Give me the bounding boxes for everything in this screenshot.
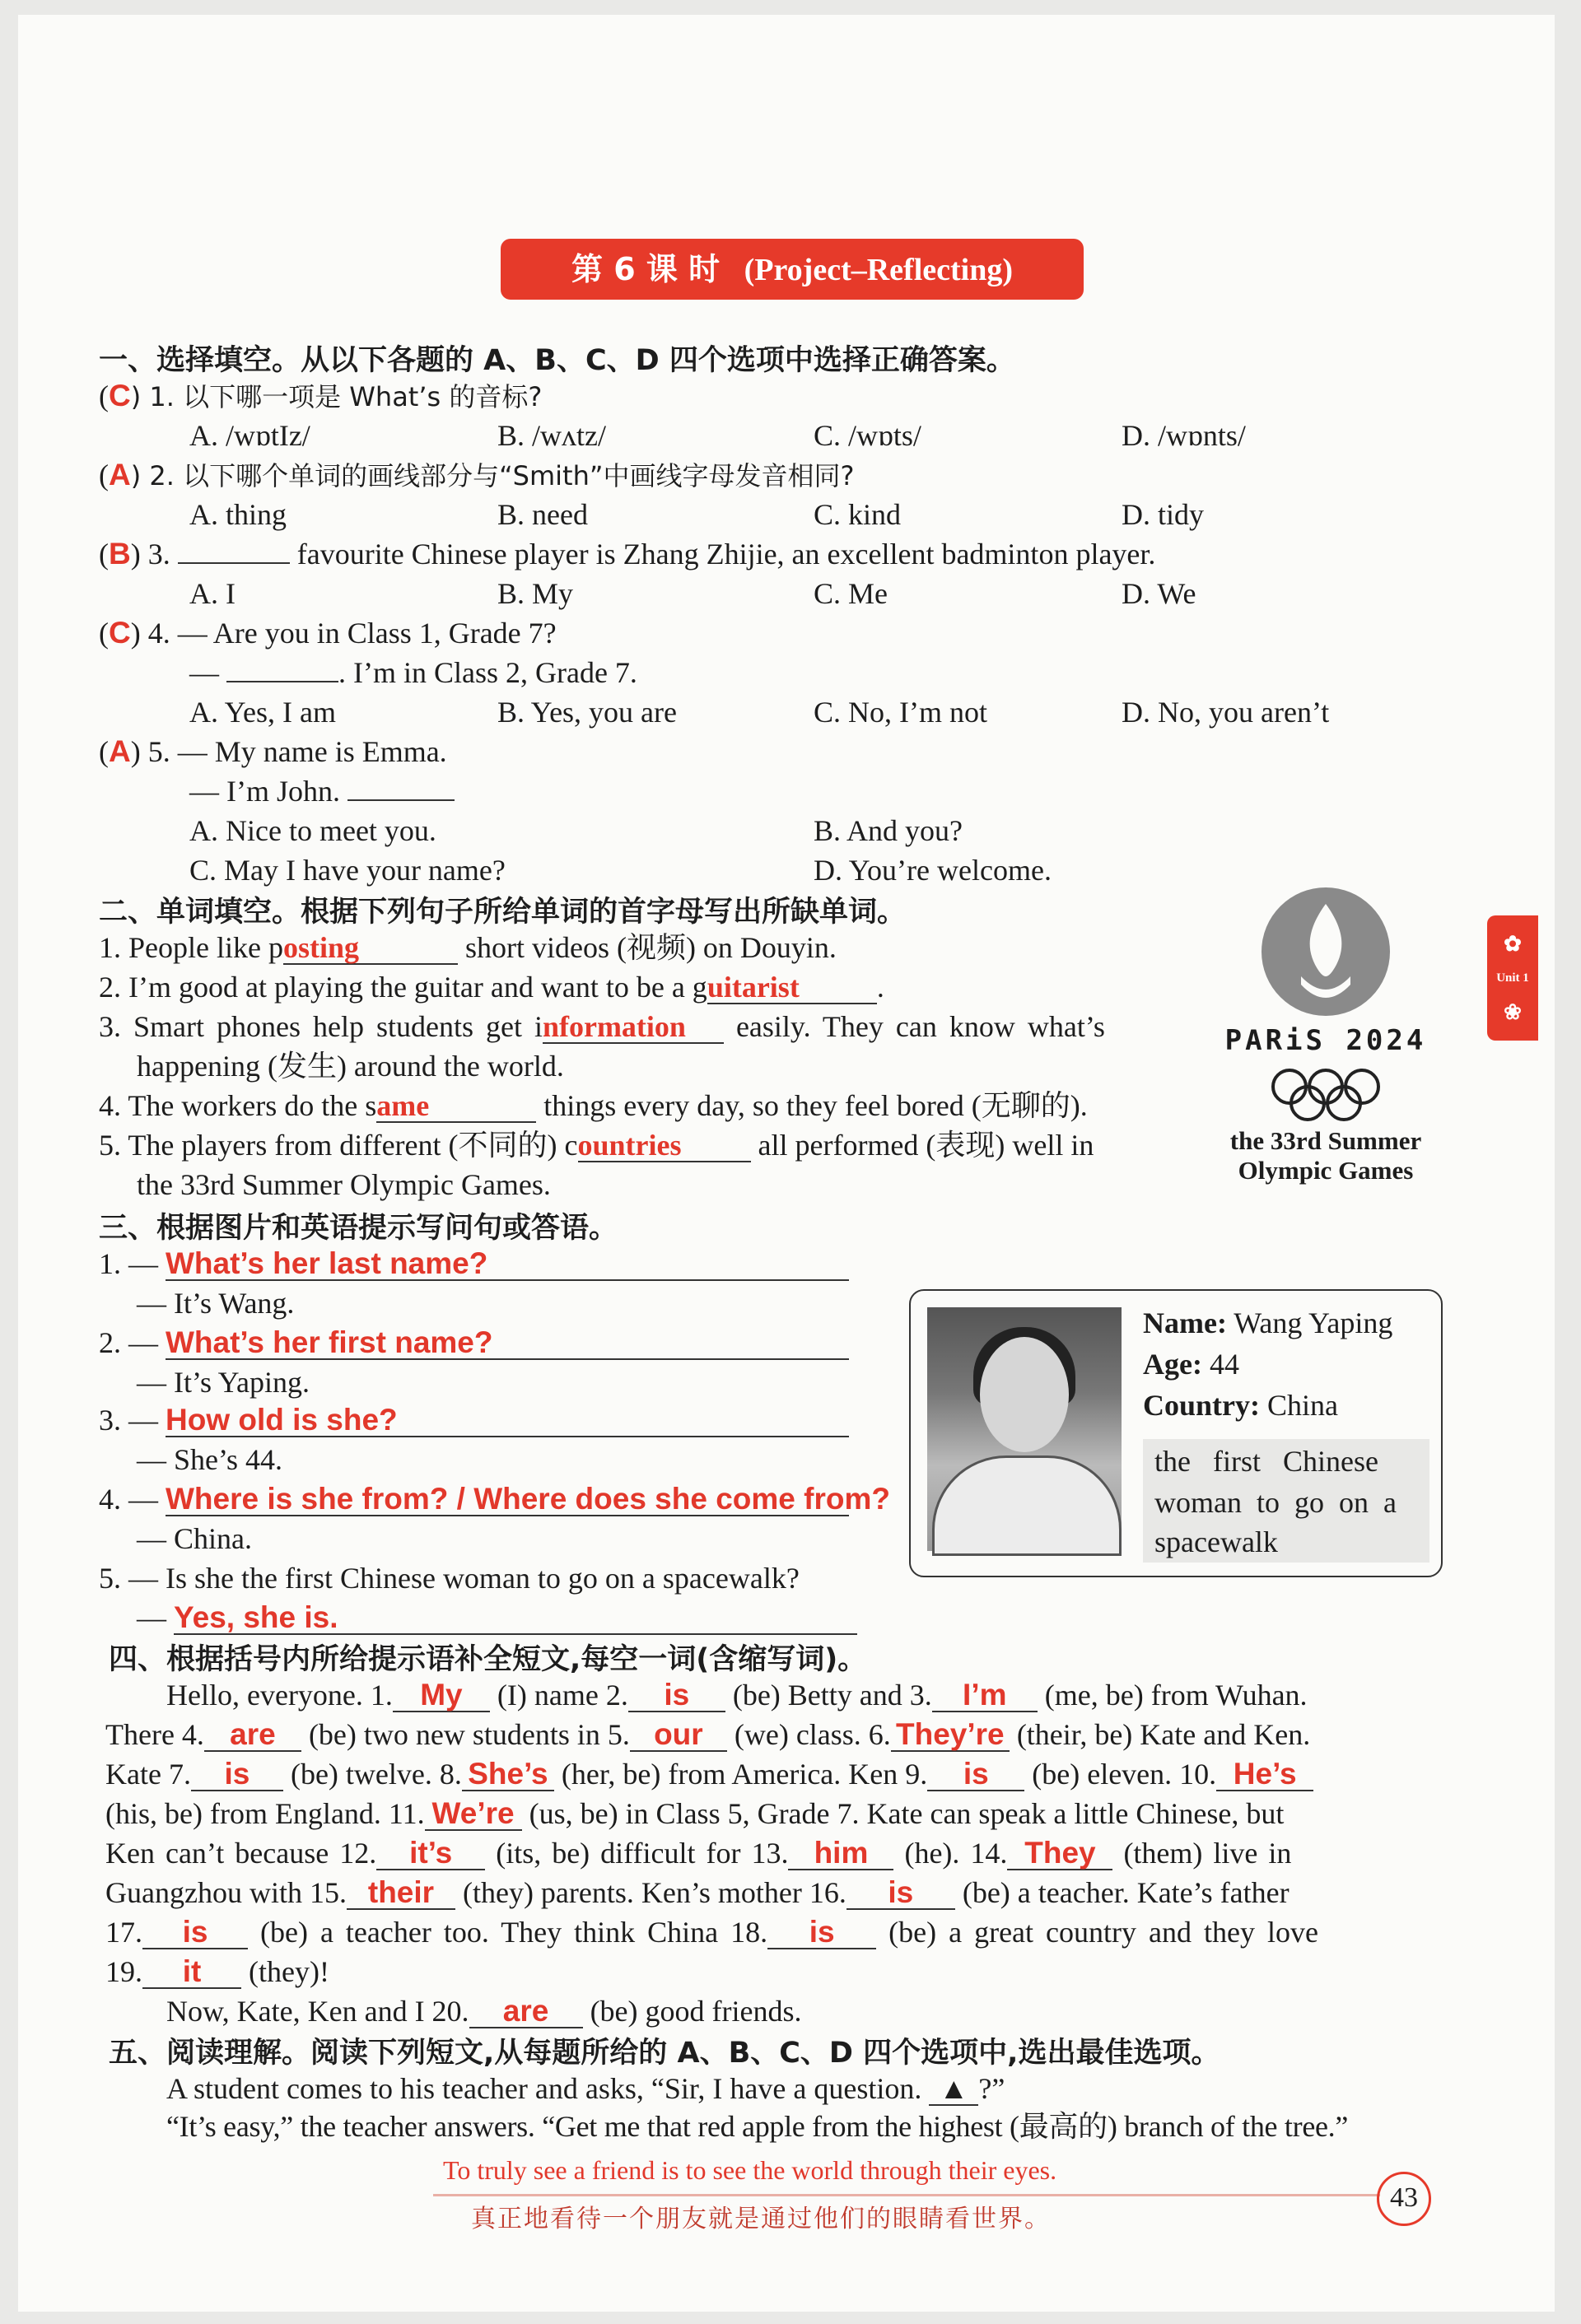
- s4-line6: Guangzhou with 15. their (they) parents. Ken’s mother 16. is (be) a teacher. Kate’s father: [105, 1875, 1290, 1909]
- s4-answer-20[interactable]: are: [469, 1996, 583, 2028]
- s3-q2: 2. — What’s her first name?: [99, 1324, 849, 1362]
- s2-line3: 3. Smart phones help students get information easily. They can know what’s: [99, 1010, 1105, 1043]
- s4-answer-7[interactable]: is: [191, 1758, 283, 1791]
- s2-answer-5[interactable]: ountries: [578, 1129, 751, 1162]
- unit-tab[interactable]: [1487, 915, 1538, 1041]
- q1-option-c[interactable]: C. /wɒts/: [814, 419, 921, 452]
- q1-stem: (C) 1. 以下哪一项是 What’s 的音标?: [99, 379, 543, 412]
- q5-option-d[interactable]: D. You’re welcome.: [814, 854, 1052, 887]
- section2-heading: 二、单词填空。根据下列句子所给单词的首字母写出所缺单词。: [99, 896, 907, 929]
- s2-line1: 1. People like posting short videos (视频) on Douyin.: [99, 931, 837, 964]
- swirl-icon: ❀: [1504, 1000, 1522, 1024]
- section3-heading: 三、根据图片和英语提示写问句或答语。: [99, 1212, 618, 1245]
- footer-divider: [433, 2194, 1380, 2196]
- q3-option-d[interactable]: D. We: [1122, 577, 1196, 610]
- q2-option-b[interactable]: B. need: [497, 498, 588, 531]
- s4-answer-4[interactable]: are: [204, 1719, 301, 1752]
- s3-q4: 4. — Where is she from? / Where does she come from?: [99, 1482, 890, 1516]
- s5-paragraph-1: A student comes to his teacher and asks, “Sir, I have a question. ▲ ?”: [166, 2072, 1005, 2105]
- s4-answer-1[interactable]: My: [393, 1679, 490, 1712]
- q5-option-b[interactable]: B. And you?: [814, 814, 963, 847]
- s4-answer-12[interactable]: it’s: [376, 1837, 485, 1870]
- s2-line4: 4. The workers do the same things every day, so they feel bored (无聊的).: [99, 1089, 1088, 1122]
- s3-q1: 1. — What’s her last name?: [99, 1245, 849, 1283]
- s4-answer-14[interactable]: They: [1007, 1837, 1112, 1870]
- s3-answer-1[interactable]: What’s her last name?: [166, 1248, 849, 1281]
- lesson-title: [501, 239, 1084, 300]
- footer-quote-zh: 真正地看待一个朋友就是通过他们的眼睛看世界。: [471, 2205, 1051, 2233]
- s4-answer-6[interactable]: They’re: [891, 1719, 1010, 1752]
- paris-2024-logo: [1219, 879, 1433, 1192]
- q5-line2: — I’m John.: [189, 772, 455, 810]
- card-age: Age: 44: [1143, 1348, 1239, 1381]
- s2-line3b: happening (发生) around the world.: [137, 1050, 564, 1083]
- s4-answer-11[interactable]: We’re: [425, 1798, 522, 1831]
- s5-paragraph-2: “It’s easy,” the teacher answers. “Get me that red apple from the highest (最高的) branch of the tree.”: [166, 2110, 1349, 2143]
- card-country: Country: China: [1143, 1389, 1338, 1422]
- lesson-number: 第 6 课 时: [571, 251, 721, 287]
- blank-triangle-icon[interactable]: ▲: [929, 2073, 978, 2106]
- olympic-caption: the 33rd Summer Olympic Games: [1229, 1126, 1422, 1185]
- s2-answer-4[interactable]: ame: [376, 1090, 536, 1123]
- unit-tab-label: Unit 1: [1496, 971, 1529, 985]
- s2-answer-3[interactable]: nformation: [543, 1011, 724, 1044]
- s3-answer-2[interactable]: What’s her first name?: [166, 1327, 849, 1360]
- s4-answer-10[interactable]: He’s: [1216, 1758, 1313, 1791]
- s4-line1: Hello, everyone. 1. My (I) name 2. is (be) Betty and 3. I’m (me, be) from Wuhan.: [166, 1678, 1308, 1712]
- s4-answer-13[interactable]: him: [788, 1837, 893, 1870]
- card-description: the first Chinese woman to go on a spacewalk: [1143, 1439, 1429, 1563]
- s4-answer-3[interactable]: I’m: [932, 1679, 1038, 1712]
- s4-answer-9[interactable]: is: [927, 1758, 1024, 1791]
- s3-answer-3[interactable]: How old is she?: [166, 1404, 849, 1437]
- q5-stem: (A) 5. — My name is Emma.: [99, 734, 447, 768]
- q2-option-d[interactable]: D. tidy: [1122, 498, 1205, 531]
- olympic-rings-icon: [1268, 1065, 1383, 1123]
- q5-option-c[interactable]: C. May I have your name?: [189, 854, 506, 887]
- s3-line5b: — Yes, she is.: [137, 1599, 857, 1637]
- s4-line8: 19. it (they)!: [105, 1954, 329, 1988]
- s4-answer-15[interactable]: their: [347, 1877, 455, 1910]
- footer-quote-en: To truly see a friend is to see the world through their eyes.: [443, 2155, 1057, 2185]
- q3-option-c[interactable]: C. Me: [814, 577, 888, 610]
- s2-line5b: the 33rd Summer Olympic Games.: [137, 1168, 551, 1201]
- s4-answer-2[interactable]: is: [628, 1679, 725, 1712]
- q4-stem: (C) 4. — Are you in Class 1, Grade 7?: [99, 616, 557, 650]
- section1-heading: 一、选择填空。从以下各题的 A、B、C、D 四个选项中选择正确答案。: [99, 344, 1015, 377]
- page-number: 43: [1377, 2172, 1431, 2226]
- s4-line4: (his, be) from England. 11. We’re (us, be) in Class 5, Grade 7. Kate can speak a little Chinese, but: [105, 1796, 1285, 1830]
- q3-option-b[interactable]: B. My: [497, 577, 574, 610]
- s3-reply-1: — It’s Wang.: [137, 1287, 295, 1320]
- q3-stem: (B) 3. favourite Chinese player is Zhang Zhijie, an excellent badminton player.: [99, 537, 1156, 571]
- q4-option-b[interactable]: B. Yes, you are: [497, 696, 678, 729]
- profile-card: [909, 1289, 1443, 1577]
- card-name: Name: Wang Yaping: [1143, 1306, 1393, 1339]
- s2-answer-2[interactable]: uitarist: [707, 971, 877, 1004]
- q4-option-c[interactable]: C. No, I’m not: [814, 696, 987, 729]
- s3-answer-5[interactable]: Yes, she is.: [174, 1602, 857, 1635]
- q3-option-a[interactable]: A. I: [189, 577, 236, 610]
- s4-line5: Ken can’t because 12. it’s (its, be) difficult for 13. him (he). 14. They (them) live in: [105, 1836, 1292, 1870]
- s4-answer-17[interactable]: is: [142, 1916, 248, 1949]
- s3-reply-3: — She’s 44.: [137, 1443, 283, 1476]
- s4-answer-19[interactable]: it: [142, 1956, 241, 1989]
- s4-line9: Now, Kate, Ken and I 20. are (be) good friends.: [166, 1994, 802, 2028]
- q1-option-b[interactable]: B. /wʌtz/: [497, 419, 606, 452]
- s4-answer-8[interactable]: She’s: [462, 1758, 554, 1791]
- paris-logo-text: PARiS 2024: [1224, 1024, 1427, 1057]
- lesson-subtitle: (Project–Reflecting): [744, 253, 1013, 287]
- q5-option-a[interactable]: A. Nice to meet you.: [189, 814, 436, 847]
- s4-line3: Kate 7. is (be) twelve. 8. She’s (her, be) from America. Ken 9. is (be) eleven. 10. He’s: [105, 1755, 1313, 1793]
- q4-option-d[interactable]: D. No, you aren’t: [1122, 696, 1330, 729]
- s4-answer-18[interactable]: is: [767, 1916, 876, 1949]
- q4-option-a[interactable]: A. Yes, I am: [189, 696, 337, 729]
- q2-option-a[interactable]: A. thing: [189, 498, 287, 531]
- paris-flame-icon: [1219, 879, 1433, 1027]
- s3-reply-2: — It’s Yaping.: [137, 1366, 310, 1399]
- section4-heading: 四、根据括号内所给提示语补全短文,每空一词(含缩写词)。: [109, 1643, 867, 1676]
- astronaut-photo: [927, 1307, 1122, 1551]
- s4-line7: 17. is (be) a teacher too. They think China 18. is (be) a great country and they love: [105, 1915, 1318, 1949]
- s2-answer-1[interactable]: osting: [283, 932, 458, 965]
- s4-line2: There 4. are (be) two new students in 5. our (we) class. 6. They’re (their, be) Kate and Ken.: [105, 1717, 1311, 1751]
- s3-answer-4[interactable]: Where is she from? / Where does she come from?: [166, 1482, 890, 1516]
- s4-answer-5[interactable]: our: [630, 1719, 727, 1752]
- s2-line2: 2. I’m good at playing the guitar and want to be a guitarist .: [99, 971, 884, 1004]
- s3-q5: 5. — Is she the first Chinese woman to go on a spacewalk?: [99, 1562, 800, 1595]
- wing-icon: ✿: [1504, 932, 1522, 956]
- q2-stem: (A) 2. 以下哪个单词的画线部分与“Smith”中画线字母发音相同?: [99, 458, 855, 491]
- q1-option-a[interactable]: A. /wɒtIz/: [189, 419, 310, 452]
- s2-line5: 5. The players from different (不同的) countries all performed (表现) well in: [99, 1129, 1094, 1162]
- q2-option-c[interactable]: C. kind: [814, 498, 902, 531]
- section5-heading: 五、阅读理解。阅读下列短文,从每题所给的 A、B、C、D 四个选项中,选出最佳选项。: [109, 2037, 1220, 2070]
- s4-answer-16[interactable]: is: [846, 1877, 955, 1910]
- s3-q3: 3. — How old is she?: [99, 1401, 849, 1439]
- s3-reply-4: — China.: [137, 1522, 252, 1555]
- q1-option-d[interactable]: D. /wɒnts/: [1122, 419, 1246, 452]
- q4-line2: — . I’m in Class 2, Grade 7.: [189, 656, 637, 689]
